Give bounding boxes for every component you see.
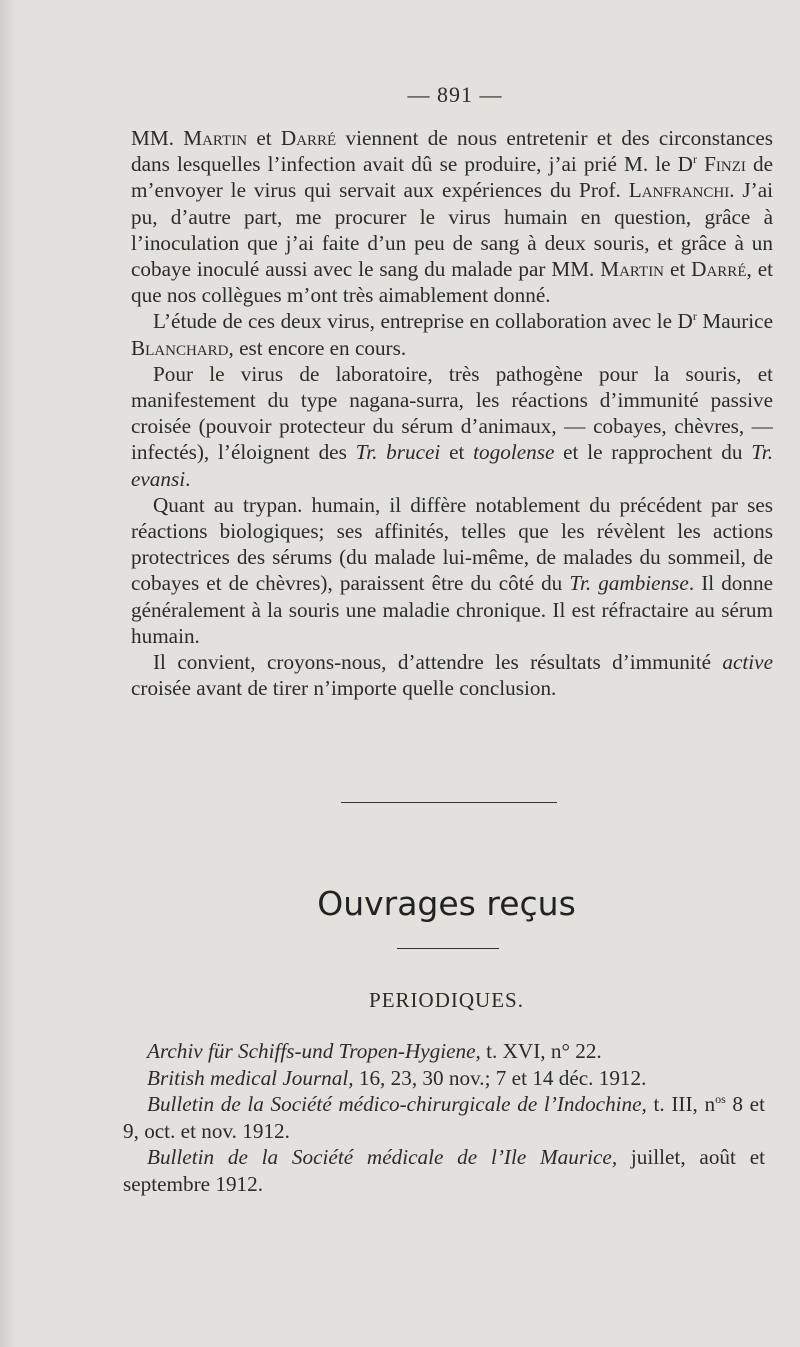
paragraph-5: Il convient, croyons-nous, d’attendre les résultats d’immunité active croisée avant de tirer n’importe quelle conclusion. [131, 650, 773, 701]
species-name: Tr. brucei [355, 440, 441, 465]
species-name: Tr. gambiense [569, 571, 689, 596]
reference-list [123, 1038, 765, 1197]
author-name: Finzi [704, 152, 746, 177]
reference-item: Archiv für Schiffs-und Tropen-Hygiene, t. XVI, n° 22. [147, 1039, 602, 1063]
author-name: Martin [600, 257, 665, 282]
paragraph-1: MM. Martin et Darré viennent de nous entretenir et des circonstances dans lesquelles l’infection avait dû se produire, j’ai prié M. le $D^r$ Finzi de m’envoyer le virus qui servait aux expériences du Prof. Lanfranchi. J’ai pu, d’autre part, me procurer le virus humain en question, grâce à l’inoculation que j’ai faite d’un peu de sang à deux souris, et grâce à un cobaye inoculé aussi avec le sang du malade par MM. Martin et Darré, et que nos collègues m’ont très aimablement donné. [131, 126, 774, 308]
page-number: — 891 — [407, 82, 503, 107]
reference-item: British medical Journal, 16, 23, 30 nov.; 7 et 14 déc. 1912. [147, 1065, 647, 1090]
subsection-title: PERIODIQUES. [369, 988, 524, 1012]
species-name: Tr. evansi [131, 440, 773, 491]
journal-title: Bulletin de la Société médicale de l’Ile Maurice, [147, 1145, 618, 1169]
title-underline [397, 948, 499, 949]
author-name: Darré [691, 257, 747, 282]
reference-item: Bulletin de la Société médicale de l’Ile Maurice, juillet, août et septembre 1912. [123, 1145, 765, 1196]
author-name: Lanfranchi [628, 178, 730, 203]
paragraph-2: L’étude de ces deux virus, entreprise en collaboration avec le $D^r$ Maurice Blanchard, est encore en cours. [131, 309, 773, 360]
paragraph-3: Pour le virus de laboratoire, très pathogène pour la souris, et manifestement du type nagana-surra, les réactions d’immunité passive croisée (pouvoir protecteur du sérum d’animaux, — cobayes, chèvres, — infectés), l’éloignent des Tr. brucei et togolense et le rapprochent du Tr. evansi. [131, 361, 773, 491]
paragraph-4: Quant au trypan. humain, il diffère notablement du précédent par ses réactions biologiques; ses affinités, telles que les révèlent les actions protectrices des sérums (du malade lui-même, de malades du sommeil, de cobayes et de chèvres), paraissent être du côté du Tr. gambiense. Il donne généralement à la souris une maladie chronique. Il est réfractaire au sérum humain. [131, 492, 773, 648]
author-name: Blanchard [131, 335, 229, 360]
author-name: Darré [280, 126, 337, 150]
reference-item: Bulletin de la Société médico-chirurgicale de l’Indochine, t. III, $n^{os}$ 8 et 9, oct. et nov. 1912. [123, 1091, 765, 1143]
journal-title: Archiv für Schiffs-und Tropen-Hygiene, [147, 1039, 481, 1063]
section-divider [341, 802, 557, 803]
species-name: togolense [473, 440, 555, 465]
emphasis: active [722, 650, 773, 675]
journal-title: British medical Journal, [147, 1065, 354, 1090]
body-text [131, 125, 773, 701]
section-title: Ouvrages reçus [317, 884, 576, 923]
page-edge-shadow [0, 0, 16, 1347]
journal-title: Bulletin de la Société médico-chirurgicale de l’Indochine, [147, 1092, 647, 1116]
author-name: Martin [183, 126, 248, 150]
